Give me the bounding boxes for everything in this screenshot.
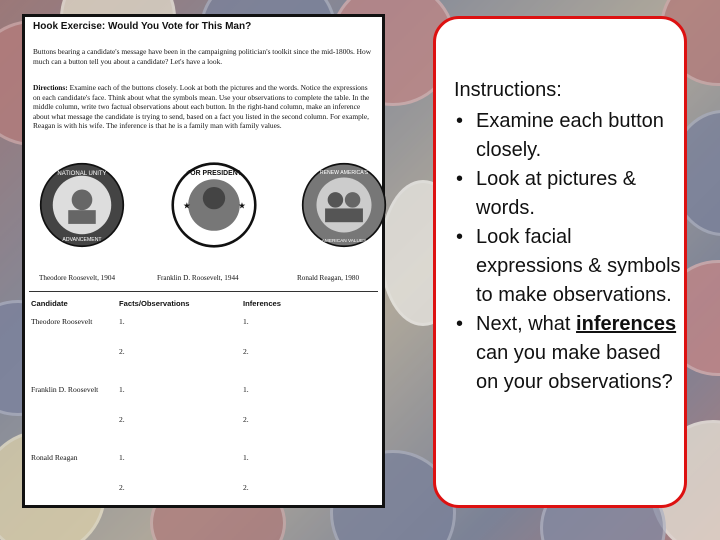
list-item-prefix: Next, what xyxy=(476,313,577,335)
list-item-suffix: can you make based on your observations? xyxy=(476,342,673,393)
table-cell-inference-2[interactable]: 2. xyxy=(243,483,249,492)
directions-text: Examine each of the buttons closely. Look at both the pictures and the words. Notice the expressions on each candidate's face. Think about what the symbols mean. Use your observations to complete the table. In the middle column, write two factual observations about each button. In the right-hand column, make an inference about what message the candidate is trying to send, based on a fact you listed in the second column. For example, Reagan is with his wife. The inference is that he is a family man with family values. xyxy=(33,83,370,131)
table-header-candidate: Candidate xyxy=(31,299,68,308)
table-cell-fact-2[interactable]: 2. xyxy=(119,483,125,492)
table-cell-inference-1[interactable]: 1. xyxy=(243,317,249,326)
badge-slogan-top: RENEW AMERICA'S xyxy=(319,170,369,177)
instructions-title: Instructions: xyxy=(454,79,562,101)
star-icon: ★ xyxy=(238,201,246,212)
badge-caption: Franklin D. Roosevelt, 1944 xyxy=(157,274,239,282)
table-cell-fact-2[interactable]: 2. xyxy=(119,347,125,356)
badge-slogan-top: FOR PRESIDENT xyxy=(186,169,242,177)
table-row-candidate: Ronald Reagan xyxy=(31,453,78,462)
list-item: • Look facial expressions & symbols to make observations. xyxy=(454,223,682,310)
table-row-candidate: Franklin D. Roosevelt xyxy=(31,385,99,394)
table-cell-fact-2[interactable]: 2. xyxy=(119,415,125,424)
table-cell-fact-1[interactable]: 1. xyxy=(119,453,125,462)
table-cell-fact-1[interactable]: 1. xyxy=(119,317,125,326)
directions-label: Directions: xyxy=(33,83,68,92)
badge-caption: Ronald Reagan, 1980 xyxy=(297,274,360,282)
table-header-inferences: Inferences xyxy=(243,299,281,308)
campaign-badges xyxy=(25,162,382,282)
table-cell-inference-1[interactable]: 1. xyxy=(243,385,249,394)
badge-slogan-bottom: ADVANCEMENT xyxy=(62,237,102,244)
reagan-1980-badge xyxy=(301,162,387,248)
list-item: • Look at pictures & words. xyxy=(454,165,682,223)
list-item: • Examine each button closely. xyxy=(454,107,682,165)
table-header-facts: Facts/Observations xyxy=(119,299,190,308)
table-row-candidate: Theodore Roosevelt xyxy=(31,317,93,326)
worksheet xyxy=(22,14,385,508)
table-cell-fact-1[interactable]: 1. xyxy=(119,385,125,394)
badge-caption: Theodore Roosevelt, 1904 xyxy=(39,274,116,282)
table-cell-inference-1[interactable]: 1. xyxy=(243,453,249,462)
table-cell-inference-2[interactable]: 2. xyxy=(243,415,249,424)
star-icon: ★ xyxy=(183,201,191,212)
list-item xyxy=(454,310,682,397)
worksheet-title: Hook Exercise: Would You Vote for This Man? xyxy=(33,21,252,32)
worksheet-directions xyxy=(33,83,373,131)
instructions-list xyxy=(454,107,682,397)
instructions-card xyxy=(433,16,687,508)
badge-slogan-bottom: AMERICAN VALUES xyxy=(321,238,367,244)
badge-slogan-top: NATIONAL UNITY xyxy=(57,170,107,177)
divider xyxy=(29,291,378,292)
roosevelt-1904-badge xyxy=(39,162,125,248)
worksheet-intro: Buttons bearing a candidate's message have been in the campaigning politician's toolkit since the mid-1800s. How much can a button tell you about a candidate? Let's have a look. xyxy=(33,47,372,66)
fdr-1944-badge xyxy=(171,162,257,248)
inferences-emphasis: inferences xyxy=(576,313,677,335)
table-cell-inference-2[interactable]: 2. xyxy=(243,347,249,356)
